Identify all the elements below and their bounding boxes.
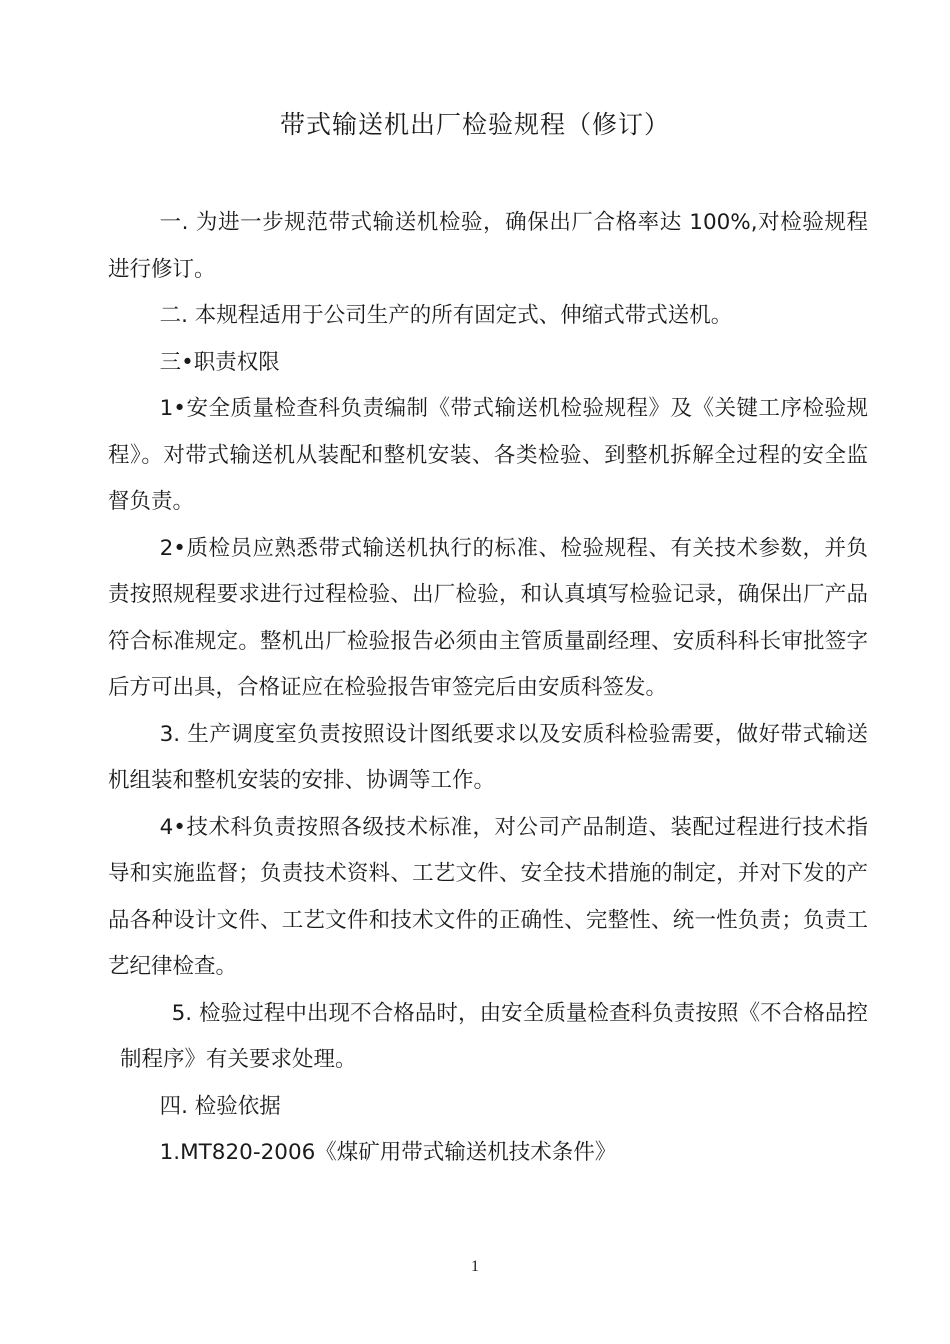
paragraph-scope: 二. 本规程适用于公司生产的所有固定式、伸缩式带式送机。 bbox=[159, 303, 733, 328]
paragraph-responsibility-2: 2•质检员应熟悉带式输送机执行的标准、检验规程、有关技术参数，并负责按照规程要求进行过程检验、出厂检验，和认真填写检验记录，确保出厂产品符合标准规定。整机出厂检验报告必须由主管质量副经理、安质科科长审批签字后方可出具，合格证应在检验报告审签完后由安质科签发。 bbox=[108, 535, 868, 700]
paragraph-purpose: 一. 为进一步规范带式输送机检验，确保出厂合格率达 100%,对检验规程进行修订。 bbox=[108, 210, 868, 282]
paragraph-basis-1: 1.MT820-2006《煤矿用带式输送机技术条件》 bbox=[159, 1140, 617, 1165]
page-number: 1 bbox=[471, 1258, 479, 1275]
paragraph-responsibility-1: 1•安全质量检查科负责编制《带式输送机检验规程》及《关键工序检验规程》。对带式输送机从装配和整机安装、各类检验、到整机拆解全过程的安全监督负责。 bbox=[108, 396, 868, 514]
paragraph-responsibility-5: 5. 检验过程中出现不合格品时，由安全质量检查科负责按照《不合格品控制程序》有关要求处理。 bbox=[120, 1000, 868, 1072]
paragraph-responsibility-3: 3. 生产调度室负责按照设计图纸要求以及安质科检验需要，做好带式输送机组装和整机安装的安排、协调等工作。 bbox=[108, 721, 868, 793]
document-title: 带式输送机出厂检验规程（修订） bbox=[279, 110, 670, 139]
paragraph-responsibility-4: 4•技术科负责按照各级技术标准，对公司产品制造、装配过程进行技术指导和实施监督；负责技术资料、工艺文件、安全技术措施的制定，并对下发的产品各种设计文件、工艺文件和技术文件的正确性、完整性、统一性负责；负责工艺纪律检查。 bbox=[108, 814, 868, 979]
section-heading-basis: 四. 检验依据 bbox=[159, 1093, 281, 1119]
document-body bbox=[108, 200, 868, 1177]
section-heading-responsibilities: 三•职责权限 bbox=[159, 349, 280, 375]
